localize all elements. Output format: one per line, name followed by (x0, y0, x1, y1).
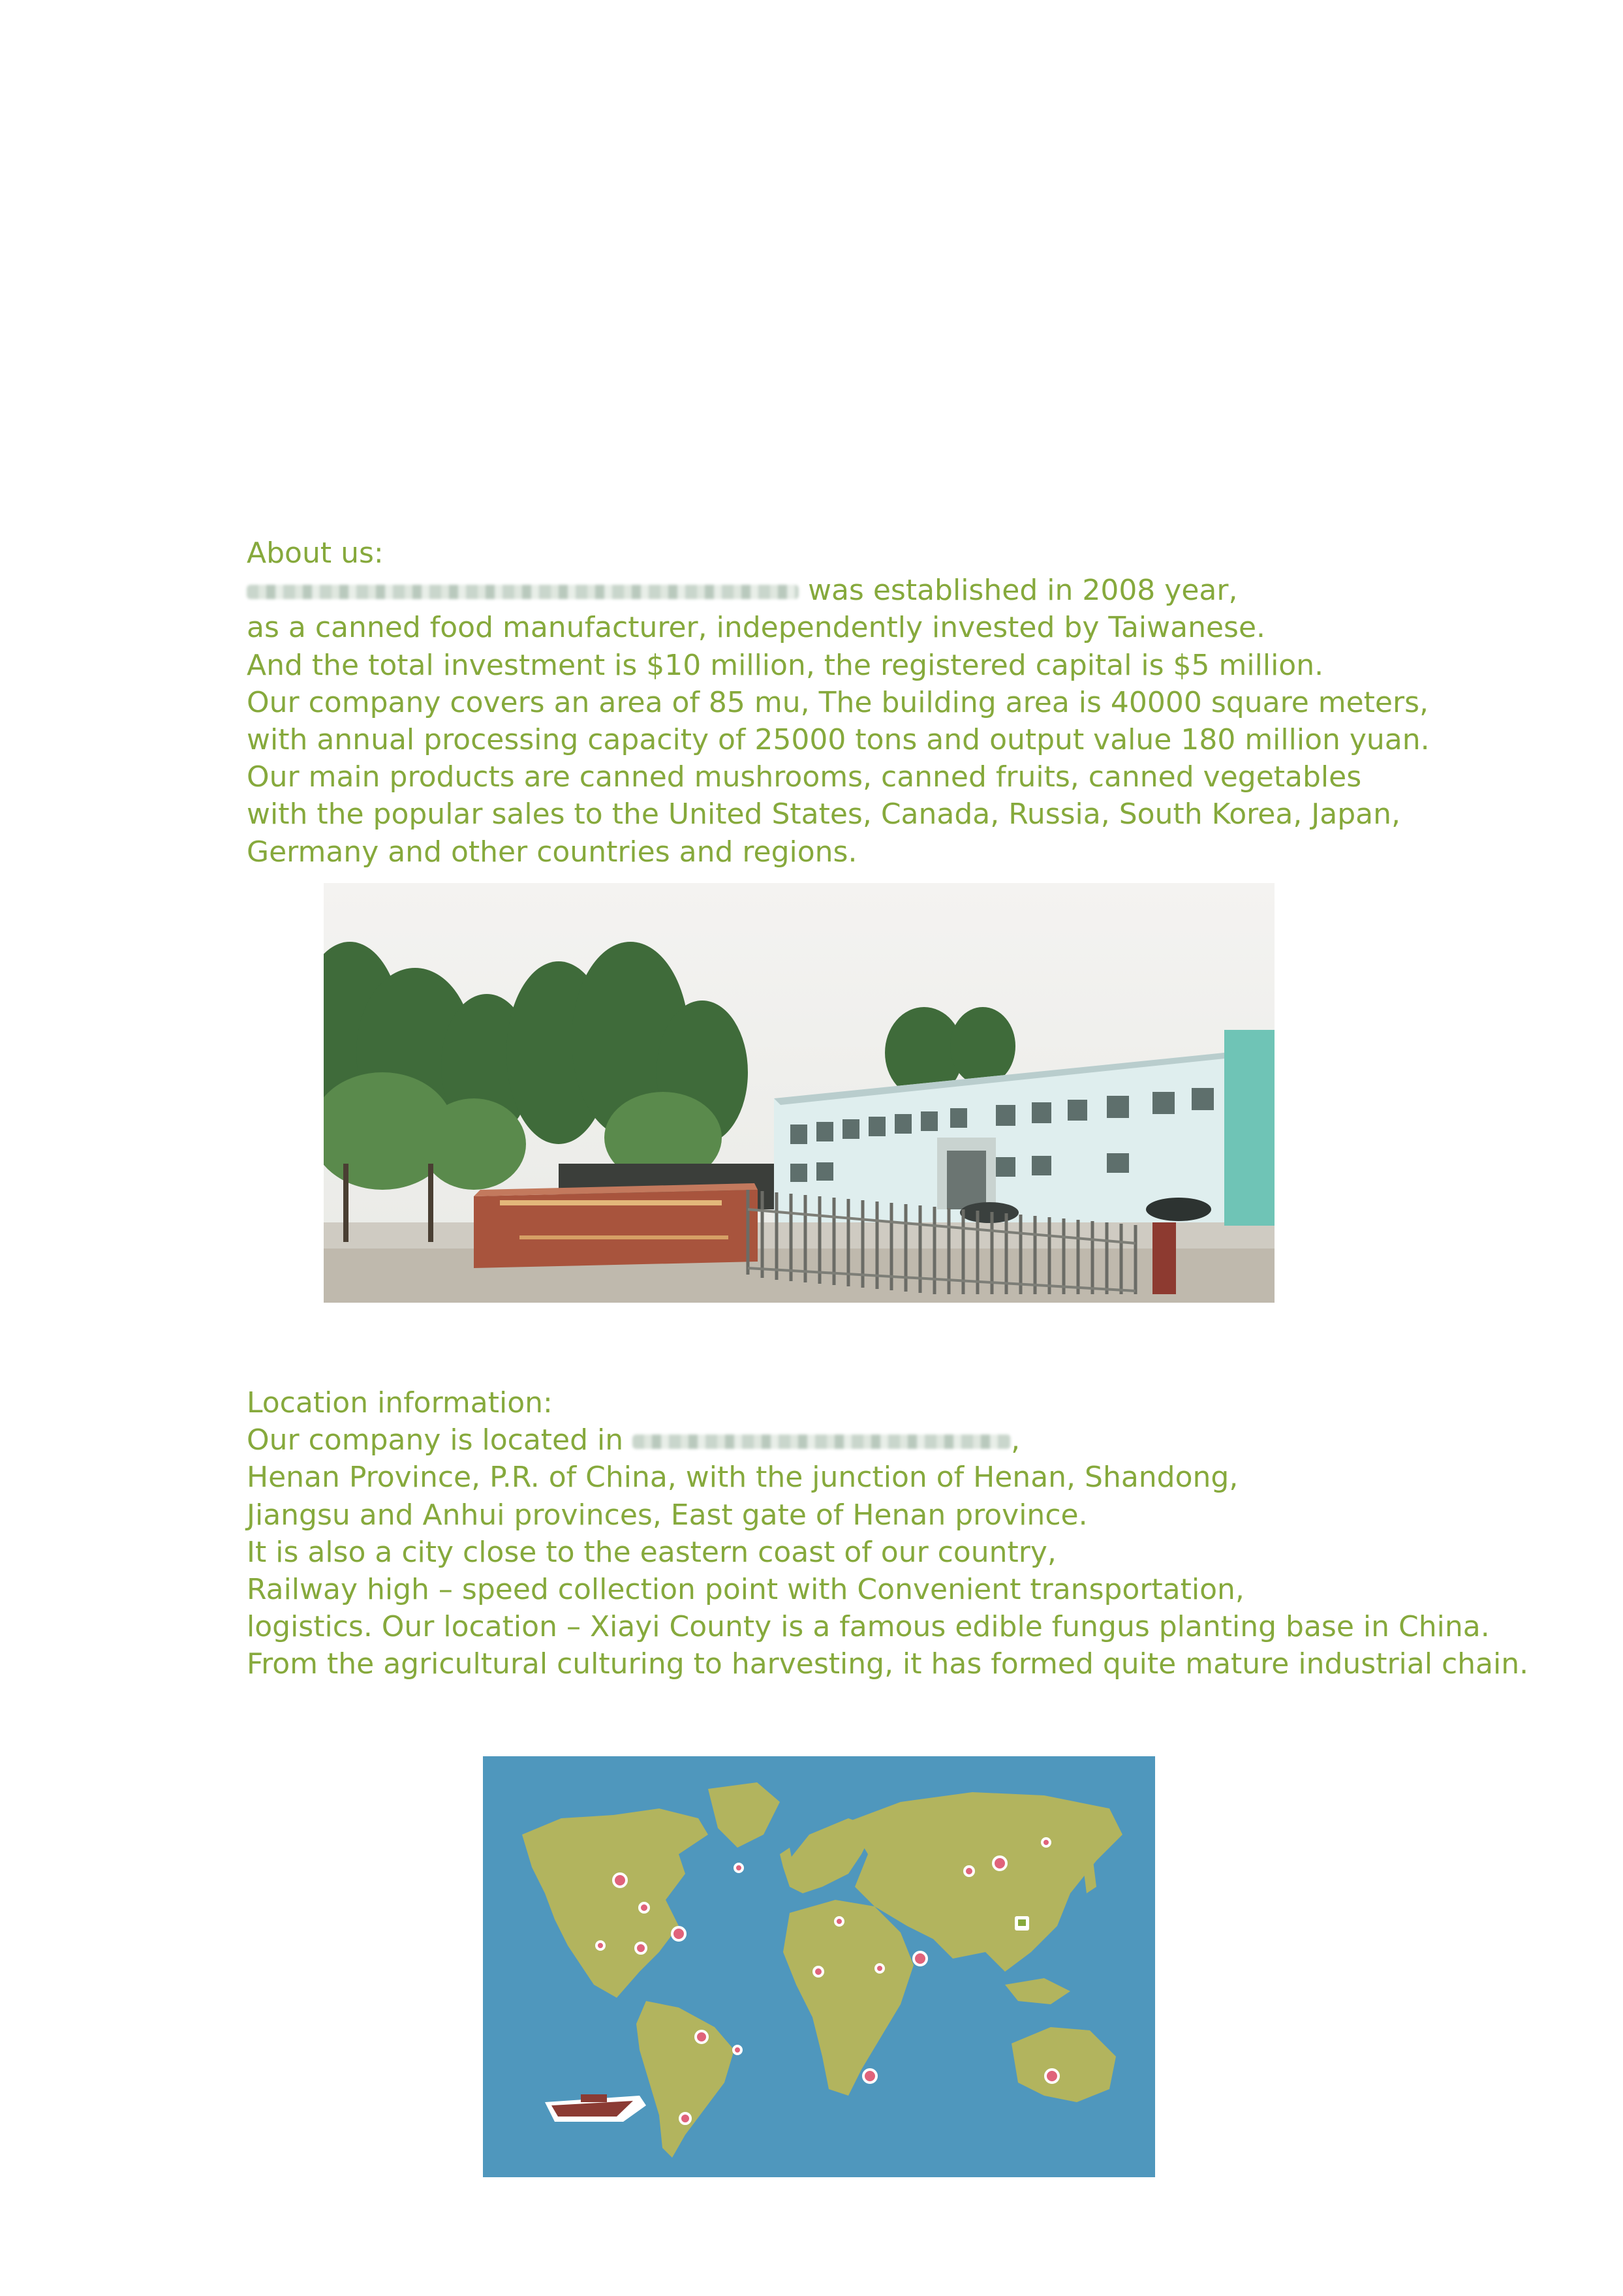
about-line: Germany and other countries and regions. (247, 835, 858, 869)
map-marker (965, 1867, 974, 1876)
world-map (483, 1756, 1155, 2177)
map-marker (735, 1864, 743, 1872)
map-marker (596, 1942, 604, 1949)
map-marker (680, 2113, 690, 2124)
map-marker (636, 1943, 646, 1953)
map-marker (863, 2070, 876, 2083)
location-line: It is also a city close to the eastern coast of our country, (247, 1535, 1057, 1569)
about-line: And the total investment is $10 million, the registered capital is $5 million. (247, 648, 1324, 682)
location-line: From the agricultural culturing to harvesting, it has formed quite mature industrial chain. (247, 1647, 1529, 1681)
location-line-1 (247, 1421, 1528, 1459)
location-line: Railway high – speed collection point with Convenient transportation, (247, 1572, 1244, 1606)
map-marker (734, 2046, 741, 2054)
about-line: Our company covers an area of 85 mu, The building area is 40000 square meters, (247, 685, 1429, 719)
map-marker (914, 1952, 927, 1965)
location-section (247, 1384, 1528, 1683)
map-marker (1042, 1838, 1050, 1846)
map-marker (876, 1964, 884, 1972)
about-line: with annual processing capacity of 25000 tons and output value 180 million yuan. (247, 722, 1430, 756)
about-line: with the popular sales to the United States, Canada, Russia, South Korea, Japan, (247, 798, 1400, 831)
about-line: as a canned food manufacturer, independently invested by Taiwanese. (247, 611, 1266, 645)
location-line: Jiangsu and Anhui provinces, East gate of Henan province. (247, 1498, 1088, 1532)
factory-photo (324, 883, 1275, 1303)
map-marker (613, 1874, 626, 1887)
about-line-1-text: was established in 2008 year, (799, 574, 1238, 608)
map-marker (672, 1927, 685, 1940)
map-marker (993, 1857, 1006, 1870)
location-line-1-text: Our company is located in (247, 1423, 633, 1457)
about-line: Our main products are canned mushrooms, canned fruits, canned vegetables (247, 760, 1362, 794)
location-line: Henan Province, P.R. of China, with the junction of Henan, Shandong, (247, 1461, 1239, 1495)
map-marker (1045, 2070, 1059, 2083)
about-line-1 (247, 572, 1430, 609)
location-line: logistics. Our location – Xiayi County is a famous edible fungus planting base in China. (247, 1610, 1490, 1644)
about-heading: About us: (247, 536, 384, 570)
map-marker (814, 1967, 823, 1976)
map-marker (835, 1917, 843, 1925)
map-marker (640, 1903, 649, 1912)
redacted-company-name (247, 585, 799, 599)
about-section (247, 535, 1430, 871)
location-heading: Location information: (247, 1386, 553, 1419)
location-line-1-comma: , (1011, 1423, 1021, 1457)
redacted-county-city (632, 1435, 1011, 1449)
map-marker (696, 2031, 707, 2043)
